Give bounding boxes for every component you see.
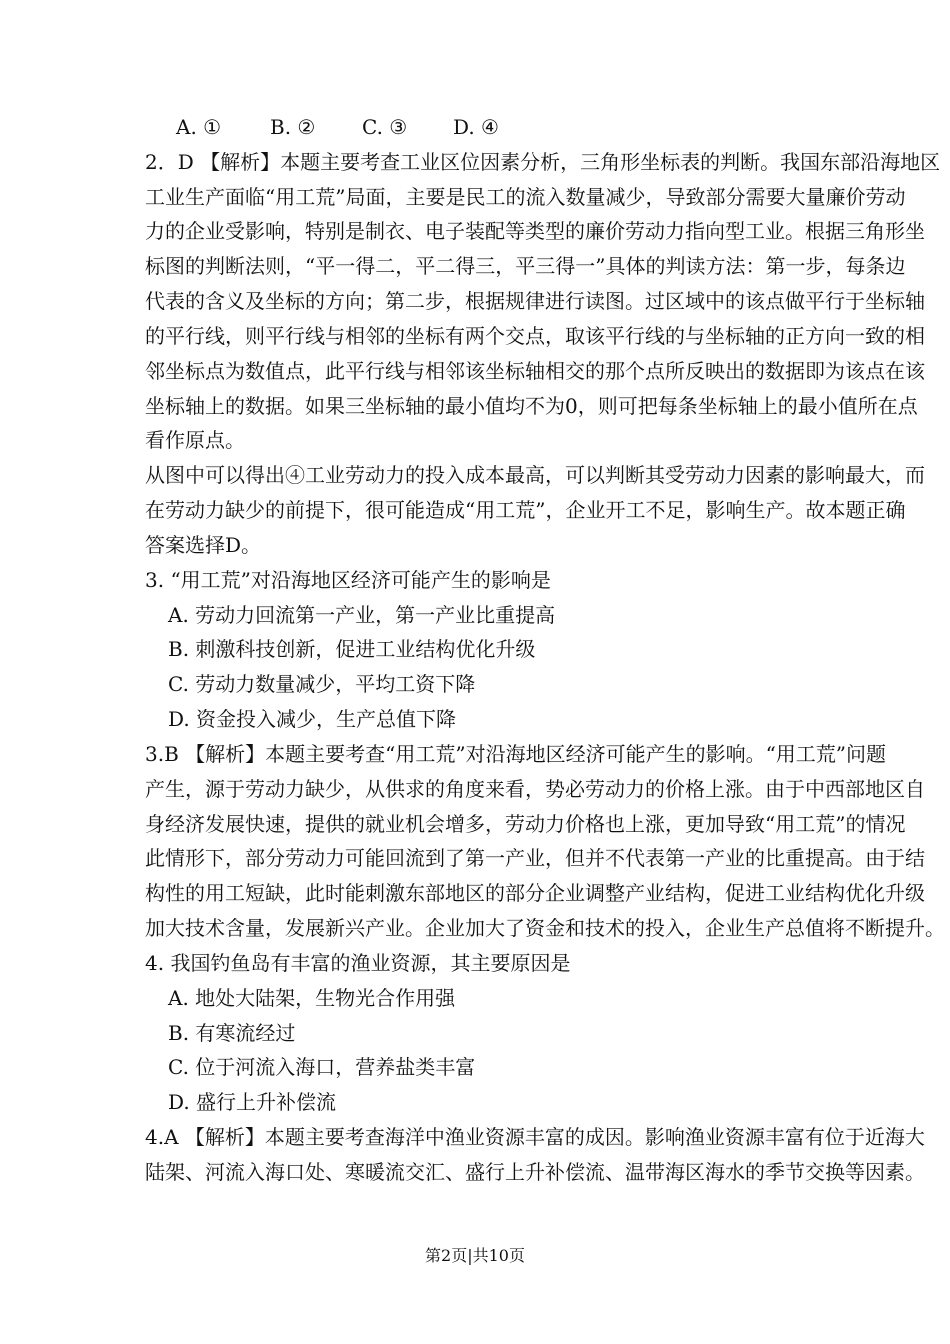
question4-option-c: C. 位于河流入海口，营养盐类丰富	[168, 1055, 476, 1080]
answer2-line: 从图中可以得出④工业劳动力的投入成本最高，可以判断其受劳动力因素的影响最大，而	[145, 463, 925, 488]
question3-stem: 3. “用工荒”对沿海地区经济可能产生的影响是	[145, 567, 551, 592]
answer2-line: 的平行线，则平行线与相邻的坐标有两个交点，取该平行线的与坐标轴的正方向一致的相	[145, 323, 925, 348]
q1-options	[145, 110, 807, 145]
q1-option-b: B. ②	[270, 115, 316, 139]
answer2-line: 工业生产面临“用工荒”局面，主要是民工的流入数量减少，导致部分需要大量廉价劳动	[145, 184, 906, 209]
answer2-line: 看作原点。	[145, 428, 245, 453]
question3-option-c: C. 劳动力数量减少，平均工资下降	[168, 672, 476, 697]
q1-option-d: D. ④	[453, 115, 499, 139]
answer3-line: 此情形下，部分劳动力可能回流到了第一产业，但并不代表第一产业的比重提高。由于结	[145, 846, 925, 871]
answer2-line: 代表的含义及坐标的方向；第二步，根据规律进行读图。过区域中的该点做平行于坐标轴	[145, 289, 925, 314]
question3-option-a: A. 劳动力回流第一产业，第一产业比重提高	[168, 602, 556, 627]
answer2-line: 2．D 【解析】本题主要考查工业区位因素分析，三角形坐标表的判断。我国东部沿海地区	[145, 149, 941, 174]
question4-option-d: D. 盛行上升补偿流	[168, 1090, 337, 1115]
answer2-line: 标图的判断法则，“平一得二，平二得三，平三得一”具体的判读方法：第一步，每条边	[145, 254, 906, 279]
answer4-line: 4.A 【解析】本题主要考查海洋中渔业资源丰富的成因。影响渔业资源丰富有位于近海大	[145, 1125, 925, 1150]
answer3-line: 3.B 【解析】本题主要考查“用工荒”对沿海地区经济可能产生的影响。“用工荒”问题	[145, 741, 887, 766]
q1-option-a: A. ①	[176, 115, 222, 139]
question3-option-b: B. 刺激科技创新，促进工业结构优化升级	[168, 637, 536, 662]
question3-option-d: D. 资金投入减少，生产总值下降	[168, 707, 457, 732]
answer2-line: 邻坐标点为数值点，此平行线与相邻该坐标轴相交的那个点所反映出的数据即为该点在该	[145, 358, 925, 383]
answer3-line: 产生，源于劳动力缺少，从供求的角度来看，势必劳动力的价格上涨。由于中西部地区自	[145, 776, 925, 801]
answer2-line: 力的企业受影响，特别是制衣、电子装配等类型的廉价劳动力指向型工业。根据三角形坐	[145, 219, 925, 244]
question4-option-a: A. 地处大陆架，生物光合作用强	[168, 985, 456, 1010]
answer3-line: 加大技术含量，发展新兴产业。企业加大了资金和技术的投入，企业生产总值将不断提升。	[145, 916, 945, 941]
answer2-line: 坐标轴上的数据。如果三坐标轴的最小值均不为0，则可把每条坐标轴上的最小值所在点	[145, 393, 918, 418]
page-footer: 第2页|共10页	[425, 1246, 525, 1265]
answer2-line: 在劳动力缺少的前提下，很可能造成“用工荒”，企业开工不足，影响生产。故本题正确	[145, 498, 906, 523]
answer3-line: 构性的用工短缺，此时能刺激东部地区的部分企业调整产业结构，促进工业结构优化升级	[145, 881, 925, 906]
q1-option-c: C. ③	[362, 115, 408, 139]
answer3-line: 身经济发展快速，提供的就业机会增多，劳动力价格也上涨，更加导致“用工荒”的情况	[145, 811, 906, 836]
question4-option-b: B. 有寒流经过	[168, 1020, 296, 1045]
document-body	[145, 110, 945, 1190]
answer2-line: 答案选择D。	[145, 532, 262, 557]
answer4-line: 陆架、河流入海口处、寒暖流交汇、盛行上升补偿流、温带海区海水的季节交换等因素。	[145, 1159, 925, 1184]
question4-stem: 4. 我国钓鱼岛有丰富的渔业资源，其主要原因是	[145, 950, 571, 975]
